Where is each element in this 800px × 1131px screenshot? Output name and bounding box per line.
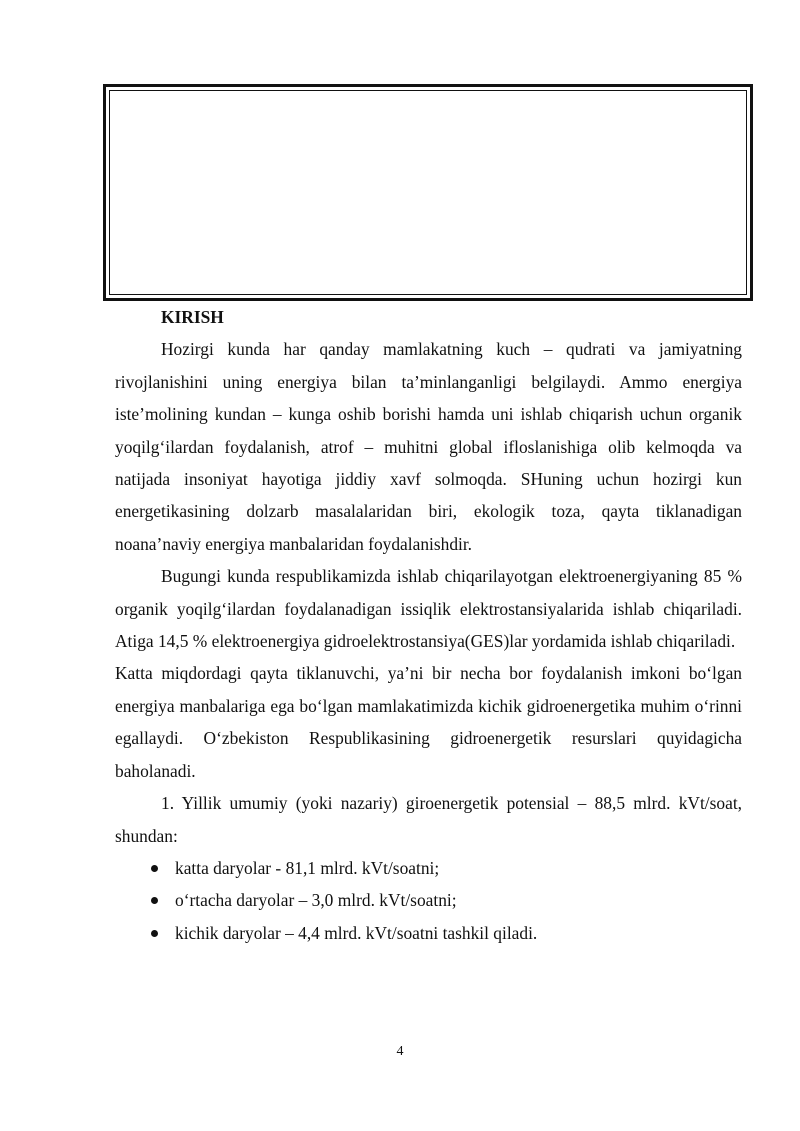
paragraph-intro: Hozirgi kunda har qanday mamlakatning kuch – qudrati va jamiyatning rivojlanishini uning energiya bilan ta’minlanganligi belgilaydi. Ammo energiya iste’molining kundan – kunga oshib borishi hamda uni ishlab chiqarish uchun organik yoqilg‘ilardan foydalanish, atrof – muhitni global ifloslanishiga olib kelmoqda va natijada insoniyat hayotiga jiddiy xavf solmoqda. SHuning uchun hozirgi kun energetikasining dolzarb masalalaridan biri, ekologik toza, qayta tiklanadigan noana’naviy energiya manbalaridan foydalanishdir.	[115, 339, 742, 554]
list-item-text: katta daryolar - 81,1 mlrd. kVt/soatni;	[175, 857, 440, 878]
blank-framed-box	[103, 84, 753, 301]
bullet-icon	[151, 930, 158, 937]
paragraph-small-hydro: Katta miqdordagi qayta tiklanuvchi, ya’ni bir necha bor foydalanish imkoni bo‘lgan energiya manbalariga ega bo‘lgan mamlakatimizda kichik gidroenergetika muhim o‘rinni egallaydi. O‘zbekiston Respublikasining gidroenergetik resurslari quyidagicha baholanadi.	[115, 663, 742, 781]
list-item-text: o‘rtacha daryolar – 3,0 mlrd. kVt/soatni;	[175, 890, 457, 911]
document-body	[115, 301, 742, 949]
list-item	[151, 884, 742, 916]
bullet-list	[115, 852, 742, 949]
list-item	[151, 917, 742, 949]
section-heading: KIRISH	[161, 307, 224, 327]
list-item	[151, 852, 742, 884]
list-item-text: kichik daryolar – 4,4 mlrd. kVt/soatni tashkil qiladi.	[175, 922, 538, 943]
bullet-icon	[151, 897, 158, 904]
paragraph-electricity-share: Bugungi kunda respublikamizda ishlab chiqarilayotgan elektroenergiyaning 85 % organik yoqilg‘ilardan foydalanadigan issiqlik elektrostansiyalarida ishlab chiqariladi. Atiga 14,5 % elektroenergiya gidroelektrostansiya(GES)lar yordamida ishlab chiqariladi.	[115, 566, 742, 652]
bullet-icon	[151, 865, 158, 872]
page-number: 4	[396, 1044, 404, 1059]
paragraph-potential: 1. Yillik umumiy (yoki nazariy) giroenergetik potensial – 88,5 mlrd. kVt/soat, shundan:	[115, 793, 742, 846]
blank-framed-box-inner	[109, 90, 747, 295]
